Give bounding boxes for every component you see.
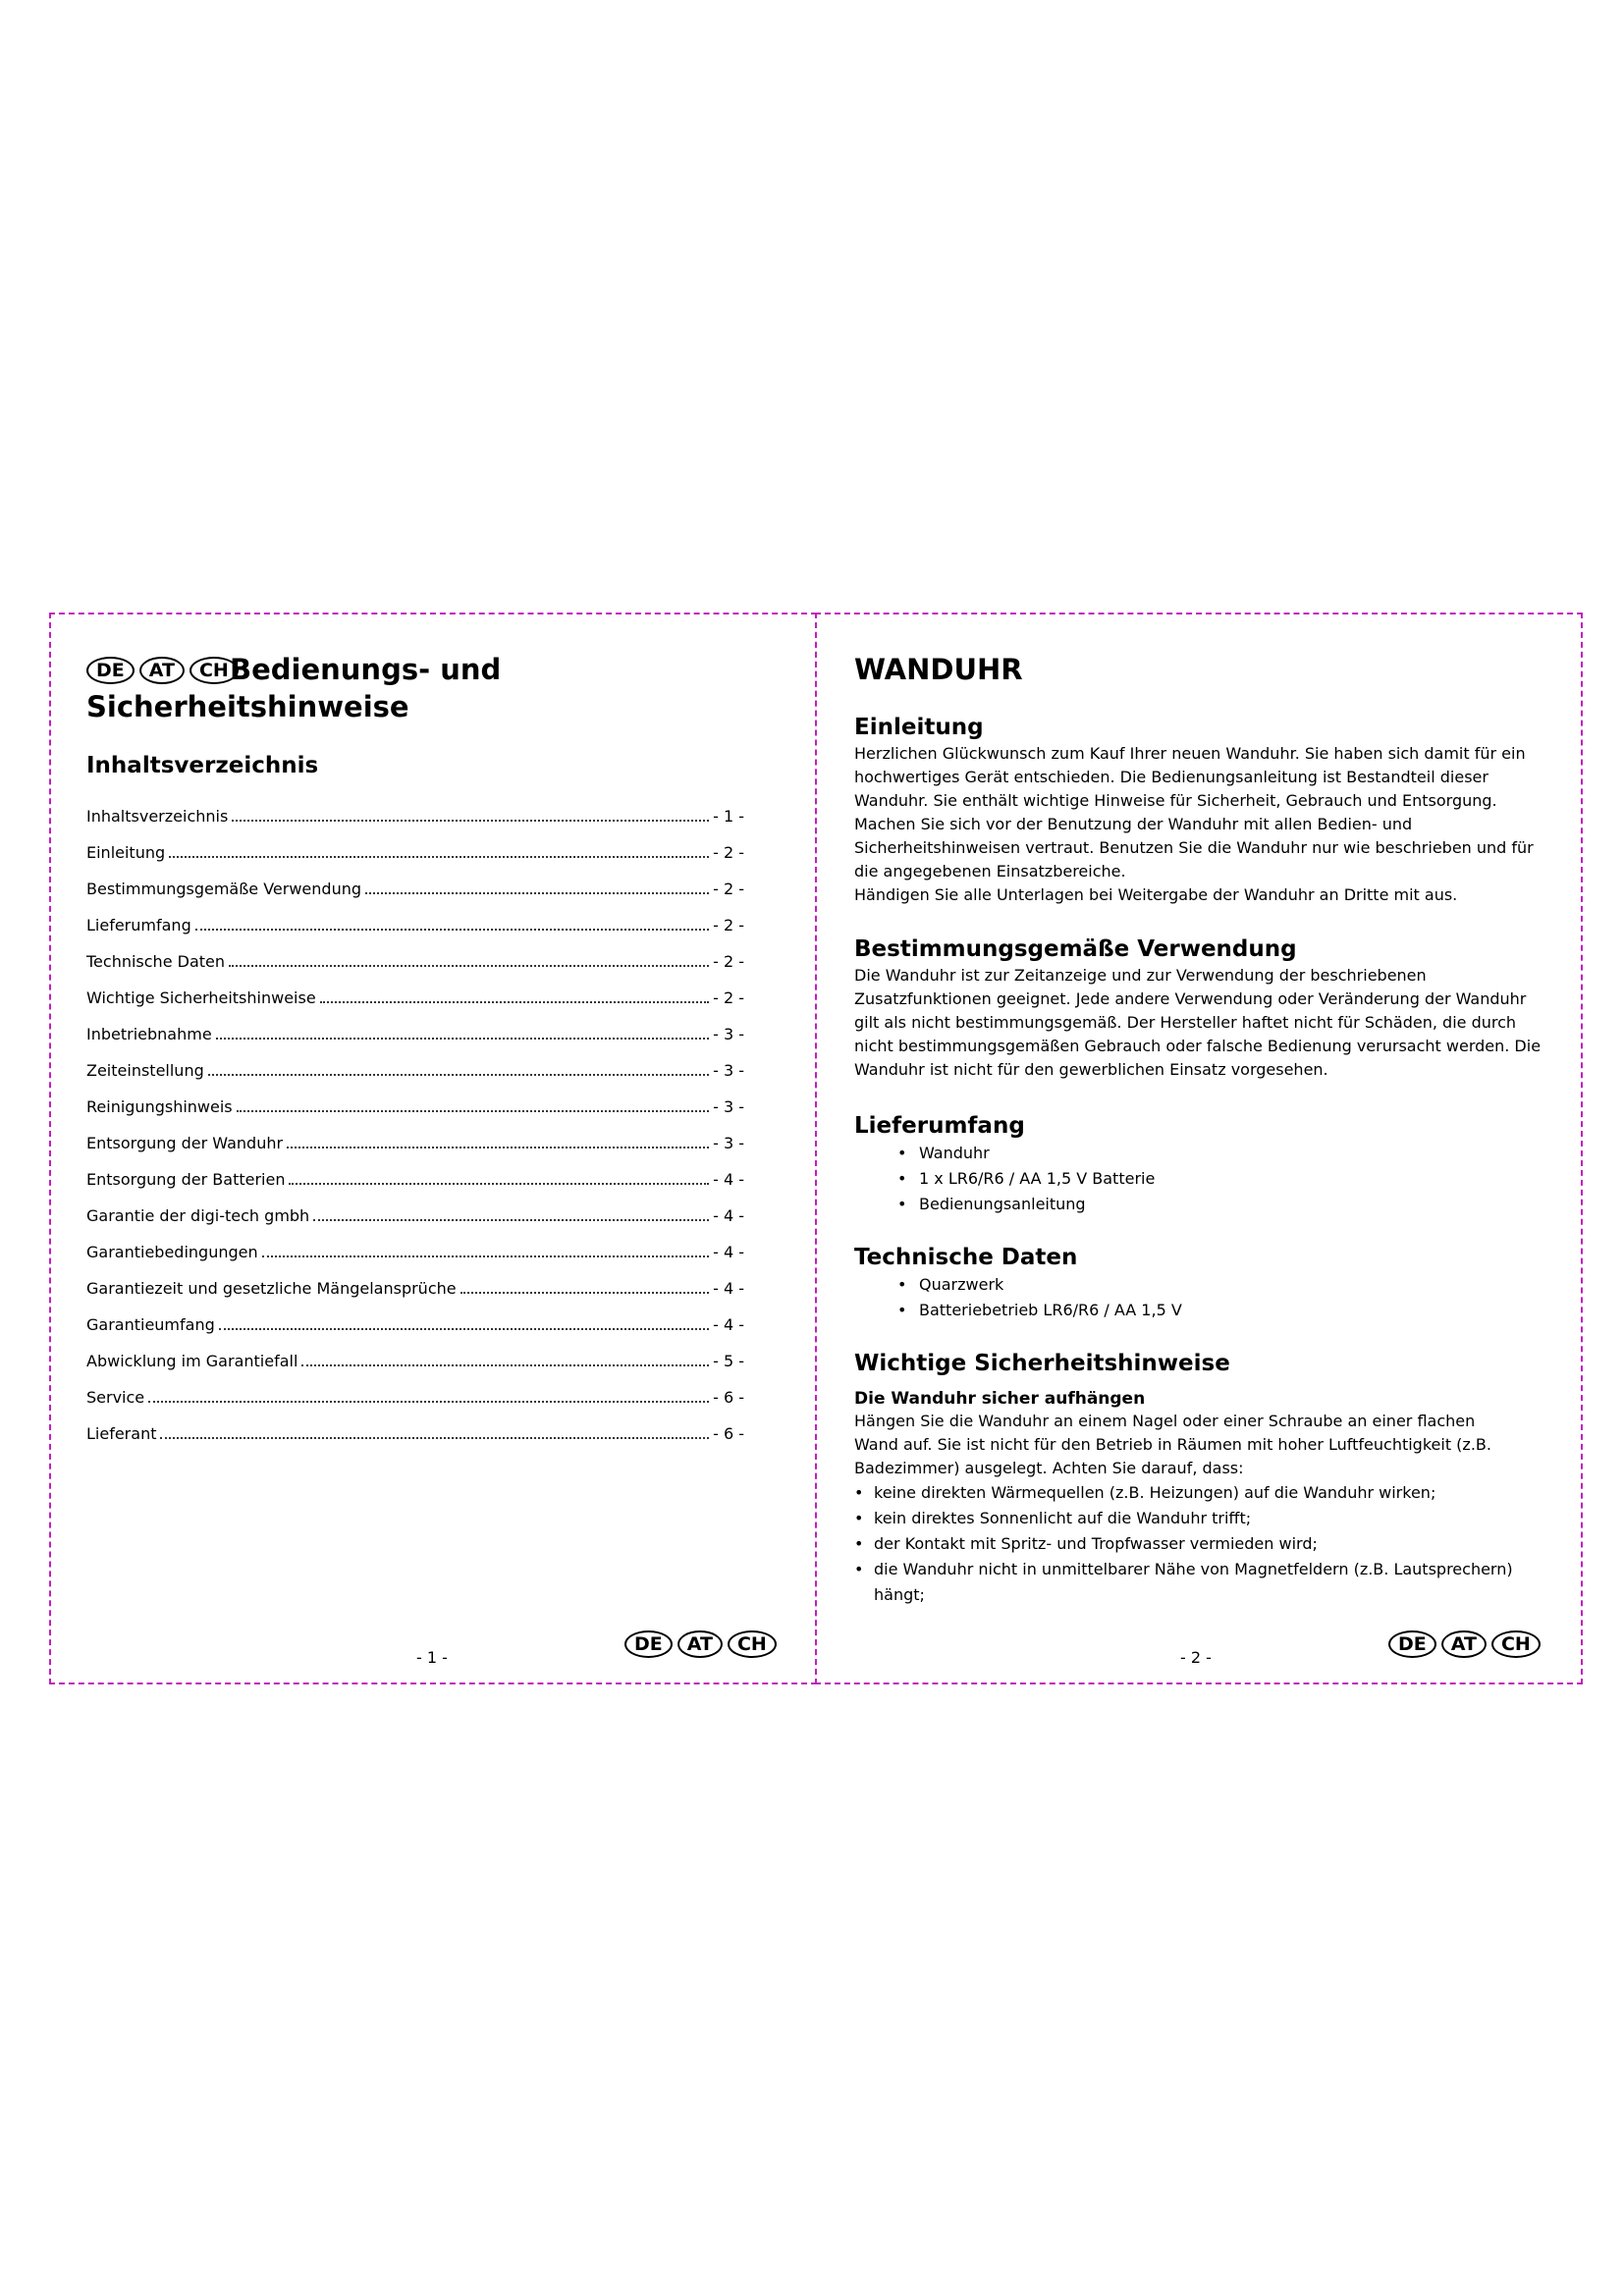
badge-ch: CH <box>1491 1630 1541 1658</box>
text-line: Hängen Sie die Wanduhr an einem Nagel oder einer Schraube an einer flachen <box>854 1412 1476 1430</box>
text-line: die angegebenen Einsatzbereiche. <box>854 862 1126 881</box>
text-line: Wanduhr. Sie enthält wichtige Hinweise für Sicherheit, Gebrauch und Entsorgung. <box>854 791 1497 810</box>
text-line: Sicherheitshinweisen vertraut. Benutzen Sie die Wanduhr nur wie beschrieben und für <box>854 838 1534 857</box>
badge-at: AT <box>677 1630 723 1658</box>
toc-page-number: - 2 - <box>713 988 744 1007</box>
toc-heading: Inhaltsverzeichnis <box>86 753 319 778</box>
toc-leader-dots <box>460 1292 709 1294</box>
toc-row <box>86 1424 744 1461</box>
toc-row <box>86 988 744 1025</box>
toc-page-number: - 2 - <box>713 916 744 934</box>
badge-at: AT <box>139 657 185 684</box>
section-heading: Bestimmungsgemäße Verwendung <box>854 936 1297 962</box>
toc-row <box>86 807 744 843</box>
toc-page-number: - 3 - <box>713 1061 744 1080</box>
toc-label: Einleitung <box>86 843 166 862</box>
toc-page-number: - 4 - <box>713 1206 744 1225</box>
badge-at: AT <box>1441 1630 1487 1658</box>
section-bestimmung <box>854 934 1561 1082</box>
section-heading: Technische Daten <box>854 1245 1078 1270</box>
toc-row <box>86 843 744 880</box>
toc-leader-dots <box>160 1437 709 1439</box>
toc-label: Bestimmungsgemäße Verwendung <box>86 880 362 898</box>
footer-language-badges <box>1388 1630 1545 1658</box>
text-line: Zusatzfunktionen geeignet. Jede andere Verwendung oder Veränderung der Wanduhr <box>854 989 1527 1008</box>
bullet-list <box>854 1272 1561 1323</box>
toc-page-number: - 4 - <box>713 1170 744 1189</box>
toc-row <box>86 1097 744 1134</box>
section-heading: Lieferumfang <box>854 1113 1025 1139</box>
toc-label: Lieferant <box>86 1424 157 1443</box>
text-line: Badezimmer) ausgelegt. Achten Sie darauf, dass: <box>854 1459 1244 1477</box>
text-line: Herzlichen Glückwunsch zum Kauf Ihrer neuen Wanduhr. Sie haben sich damit für ein <box>854 744 1526 763</box>
toc-page-number: - 6 - <box>713 1424 744 1443</box>
list-item: • Quarzwerk <box>854 1272 1561 1298</box>
toc-page-number: - 3 - <box>713 1134 744 1152</box>
toc-label: Inhaltsverzeichnis <box>86 807 229 826</box>
text-line: gilt als nicht bestimmungsgemäß. Der Hersteller haftet nicht für Schäden, die durch <box>854 1013 1517 1032</box>
toc-row <box>86 1243 744 1279</box>
toc-row <box>86 1352 744 1388</box>
section-body <box>854 742 1561 907</box>
text-line: nicht bestimmungsgemäßen Gebrauch oder falsche Bedienung verursacht werden. Die <box>854 1037 1542 1055</box>
toc-page-number: - 3 - <box>713 1097 744 1116</box>
toc-leader-dots <box>219 1328 709 1330</box>
toc-page-number: - 1 - <box>713 807 744 826</box>
toc-page-number: - 6 - <box>713 1388 744 1407</box>
section-sicherheit <box>854 1349 1561 1608</box>
toc-leader-dots <box>320 1001 709 1003</box>
toc-leader-dots <box>169 856 709 858</box>
page-number: - 2 - <box>1180 1648 1212 1667</box>
toc-label: Entsorgung der Batterien <box>86 1170 286 1189</box>
toc-label: Entsorgung der Wanduhr <box>86 1134 284 1152</box>
toc-leader-dots <box>216 1038 709 1040</box>
toc-label: Lieferumfang <box>86 916 191 934</box>
toc-label: Zeiteinstellung <box>86 1061 204 1080</box>
toc-label: Garantiebedingungen <box>86 1243 258 1261</box>
toc-leader-dots <box>301 1364 709 1366</box>
section-subheading: Die Wanduhr sicher aufhängen <box>854 1389 1146 1409</box>
list-item: • kein direktes Sonnenlicht auf die Wanduhr trifft; <box>854 1506 1561 1531</box>
title-line-2: Sicherheitshinweise <box>86 690 409 723</box>
toc-page-number: - 3 - <box>713 1025 744 1043</box>
toc-leader-dots <box>195 929 709 931</box>
bullet-list <box>854 1480 1561 1608</box>
text-line: Machen Sie sich vor der Benutzung der Wanduhr mit allen Bedien- und <box>854 815 1413 833</box>
toc-leader-dots <box>232 820 709 822</box>
section-heading: Wichtige Sicherheitshinweise <box>854 1351 1230 1376</box>
toc-row <box>86 1206 744 1243</box>
badge-de: DE <box>1388 1630 1436 1658</box>
language-badges <box>86 657 244 684</box>
toc-leader-dots <box>208 1074 709 1076</box>
list-item: • 1 x LR6/R6 / AA 1,5 V Batterie <box>854 1166 1561 1192</box>
toc-row <box>86 952 744 988</box>
footer-language-badges <box>624 1630 782 1658</box>
toc-label: Abwicklung im Garantiefall <box>86 1352 298 1370</box>
page-left <box>49 613 817 1684</box>
toc-row <box>86 1315 744 1352</box>
toc-page-number: - 2 - <box>713 843 744 862</box>
toc-row <box>86 1134 744 1170</box>
section-lieferumfang <box>854 1111 1561 1217</box>
page-title: WANDUHR <box>854 653 1023 686</box>
toc-leader-dots <box>287 1147 709 1148</box>
toc-leader-dots <box>289 1183 709 1185</box>
toc-label: Wichtige Sicherheitshinweise <box>86 988 316 1007</box>
toc-page-number: - 4 - <box>713 1243 744 1261</box>
badge-ch: CH <box>189 657 239 684</box>
toc-label: Garantiezeit und gesetzliche Mängelansprüche <box>86 1279 457 1298</box>
toc-row <box>86 880 744 916</box>
toc-label: Service <box>86 1388 145 1407</box>
toc-page-number: - 4 - <box>713 1279 744 1298</box>
text-line: hochwertiges Gerät entschieden. Die Bedienungsanleitung ist Bestandteil dieser <box>854 768 1489 786</box>
toc-leader-dots <box>237 1110 709 1112</box>
list-item: • Batteriebetrieb LR6/R6 / AA 1,5 V <box>854 1298 1561 1323</box>
toc-page-number: - 2 - <box>713 952 744 971</box>
page-right <box>815 613 1583 1684</box>
section-heading: Einleitung <box>854 715 984 740</box>
toc-page-number: - 2 - <box>713 880 744 898</box>
list-item: • die Wanduhr nicht in unmittelbarer Nähe von Magnetfeldern (z.B. Lautsprechern) hängt; <box>854 1557 1561 1608</box>
toc-row <box>86 1061 744 1097</box>
section-body <box>854 964 1561 1082</box>
badge-ch: CH <box>728 1630 777 1658</box>
toc-row <box>86 1388 744 1424</box>
badge-de: DE <box>624 1630 673 1658</box>
toc-leader-dots <box>313 1219 709 1221</box>
text-line: Die Wanduhr ist zur Zeitanzeige und zur Verwendung der beschriebenen <box>854 966 1427 985</box>
toc-label: Garantie der digi-tech gmbh <box>86 1206 310 1225</box>
toc-row <box>86 1279 744 1315</box>
toc-label: Garantieumfang <box>86 1315 215 1334</box>
bullet-list <box>854 1141 1561 1217</box>
section-body <box>854 1410 1561 1480</box>
toc-label: Reinigungshinweis <box>86 1097 233 1116</box>
toc-leader-dots <box>365 892 709 894</box>
list-item: • keine direkten Wärmequellen (z.B. Heizungen) auf die Wanduhr wirken; <box>854 1480 1561 1506</box>
toc-leader-dots <box>262 1255 709 1257</box>
text-line: Wanduhr ist nicht für den gewerblichen Einsatz vorgesehen. <box>854 1060 1328 1079</box>
text-line: Wand auf. Sie ist nicht für den Betrieb in Räumen mit hoher Luftfeuchtigkeit (z.B. <box>854 1435 1491 1454</box>
list-item: • Bedienungsanleitung <box>854 1192 1561 1217</box>
toc-label: Inbetriebnahme <box>86 1025 212 1043</box>
title-line-1: Bedienungs- und <box>230 653 502 686</box>
table-of-contents <box>86 807 744 1461</box>
page-number: - 1 - <box>416 1648 448 1667</box>
list-item: • Wanduhr <box>854 1141 1561 1166</box>
text-line: Händigen Sie alle Unterlagen bei Weitergabe der Wanduhr an Dritte mit aus. <box>854 885 1458 904</box>
toc-row <box>86 916 744 952</box>
section-einleitung <box>854 713 1561 907</box>
badge-de: DE <box>86 657 135 684</box>
toc-row <box>86 1025 744 1061</box>
toc-row <box>86 1170 744 1206</box>
list-item: • der Kontakt mit Spritz- und Tropfwasser vermieden wird; <box>854 1531 1561 1557</box>
toc-page-number: - 5 - <box>713 1352 744 1370</box>
toc-label: Technische Daten <box>86 952 226 971</box>
toc-page-number: - 4 - <box>713 1315 744 1334</box>
section-technische-daten <box>854 1243 1561 1323</box>
toc-leader-dots <box>148 1401 709 1403</box>
toc-leader-dots <box>229 965 709 967</box>
